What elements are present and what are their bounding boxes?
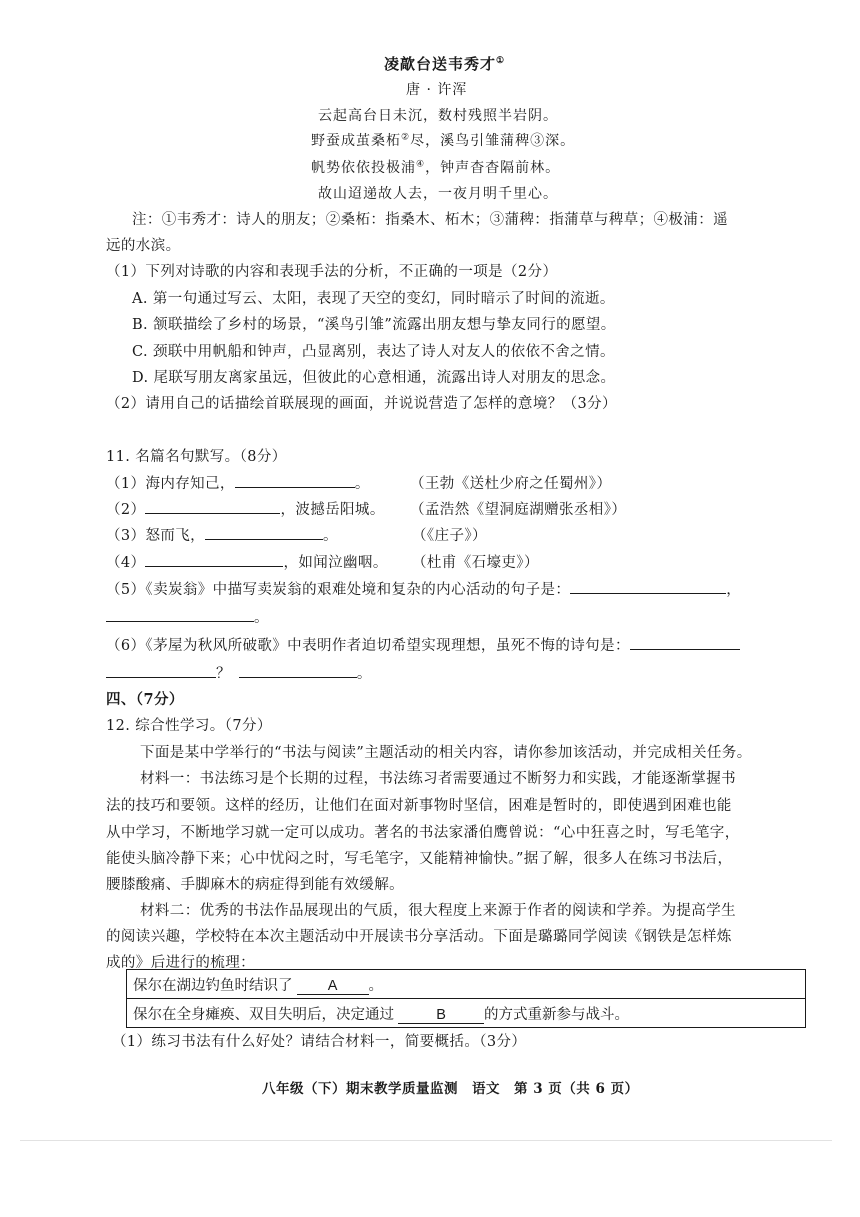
answer-blank[interactable]	[570, 579, 726, 594]
q12-intro: 下面是某中学举行的“书法与阅读”主题活动的相关内容，请你参加该活动，并完成相关任务。	[140, 745, 752, 761]
blank-a[interactable]: A	[297, 978, 369, 995]
q12-heading: 12. 综合性学习。（7分）	[106, 718, 272, 734]
poem-notes-cont: 远的水滨。	[106, 238, 181, 254]
table-cell: 保尔在湖边钓鱼时结识了 A 。	[127, 970, 806, 999]
poem-notes: 注：①韦秀才：诗人的朋友；②桑柘：指桑木、柘木；③蒲稗：指蒲草与稗草；④极浦：遥	[132, 212, 728, 228]
q11-item-3-source: （《庄子》）	[412, 528, 487, 544]
q11-item-3: （3）怒而飞， 。	[106, 524, 338, 545]
q11-item-5-cont: 。	[106, 606, 269, 627]
q11-item-1-source: （王勃《送杜少府之任蜀州》）	[410, 476, 612, 492]
reading-notes-table	[126, 969, 806, 1028]
section-4-heading: 四、（7分）	[106, 691, 184, 708]
option-d: D. 尾联写朋友离家虽远，但彼此的心意相通，流露出诗人对朋友的思念。	[132, 370, 616, 386]
material-1-line: 材料一：书法练习是个长期的过程，书法练习者需要通过不断努力和实践，才能逐渐掌握书	[140, 771, 736, 787]
blank-b[interactable]: B	[398, 1007, 484, 1024]
table-cell: 保尔在全身瘫痪、双目失明后，决定通过 B 的方式重新参与战斗。	[127, 999, 806, 1028]
material-2-line: 材料二：优秀的书法作品展现出的气质，很大程度上来源于作者的阅读和学养。为提高学生	[140, 903, 736, 919]
q11-item-2: （2） ，波撼岳阳城。	[106, 498, 385, 519]
answer-blank[interactable]	[145, 499, 280, 514]
material-1-line: 法的技巧和要领。这样的经历，让他们在面对新事物时坚信，困难是暂时的，即使遇到困难也能	[106, 798, 732, 814]
q11-heading: 11. 名篇名句默写。（8分）	[106, 449, 287, 465]
material-1-line: 能使头脑冷静下来；心中忧闷之时，写毛笔字，又能精神愉快。”据了解，很多人在练习书法后，	[106, 851, 733, 867]
page-footer: 八年级（下）期末教学质量监测 语文 第 3 页（共 6 页）	[262, 1081, 639, 1097]
q11-item-6-cont: ？ 。	[106, 662, 372, 683]
answer-blank[interactable]	[235, 473, 355, 488]
material-1-line: 从中学习，不断地学习就一定可以成功。著名的书法家潘伯鹰曾说：“心中狂喜之时，写毛笔字，	[106, 825, 740, 841]
option-c: C. 颈联中用帆船和钟声，凸显离别，表达了诗人对友人的依依不舍之情。	[132, 344, 615, 360]
option-a: A. 第一句通过写云、太阳，表现了天空的变幻，同时暗示了时间的流逝。	[132, 291, 615, 307]
q11-item-2-source: （孟浩然《望洞庭湖赠张丞相》）	[410, 502, 627, 518]
material-2-line: 成的》后进行的梳理：	[106, 955, 255, 971]
poem-line: 帆势依依投极浦④，钟声杳杳隔前林。	[311, 159, 561, 176]
poem-line: 故山迢递故人去，一夜月明千里心。	[318, 186, 558, 202]
q12-1-stem: （1）练习书法有什么好处？请结合材料一，简要概括。（3分）	[112, 1034, 527, 1050]
answer-blank[interactable]	[239, 663, 357, 678]
q10-2-stem: （2）请用自己的话描绘首联展现的画面，并说说营造了怎样的意境？（3分）	[106, 396, 617, 412]
q11-item-6: （6）《茅屋为秋风所破歌》中表明作者迫切希望实现理想，虽死不悔的诗句是：	[106, 634, 740, 655]
q11-item-4-source: （杜甫《石壕吏》）	[412, 555, 539, 571]
option-b: B. 颔联描绘了乡村的场景，“溪鸟引雏”流露出朋友想与挚友同行的愿望。	[132, 317, 616, 333]
poem-line: 野蚕成茧桑柘②尽，溪鸟引雏蒲稗③深。	[311, 132, 576, 149]
scan-edge-divider	[20, 1140, 832, 1141]
table-row	[127, 999, 806, 1028]
poem-author: 唐 · 许浑	[406, 82, 468, 98]
q11-item-4: （4） ，如闻泣幽咽。	[106, 551, 388, 572]
q10-1-stem: （1）下列对诗歌的内容和表现手法的分析，不正确的一项是（2分）	[106, 264, 558, 280]
material-1-line: 腰膝酸痛、手脚麻木的病症得到能有效缓解。	[106, 877, 404, 893]
answer-blank[interactable]	[205, 525, 323, 540]
table-row	[127, 970, 806, 999]
poem-title: 凌歊台送韦秀才①	[384, 55, 506, 73]
q11-item-5: （5）《卖炭翁》中描写卖炭翁的艰难处境和复杂的内心活动的句子是： ，	[106, 578, 741, 599]
answer-blank[interactable]	[145, 552, 283, 567]
q11-item-1: （1）海内存知己， 。	[106, 472, 370, 493]
poem-line: 云起高台日未沉，数村残照半岩阴。	[318, 108, 558, 124]
material-2-line: 的阅读兴趣，学校特在本次主题活动中开展读书分享活动。下面是璐璐同学阅读《钢铁是怎样炼	[106, 929, 732, 945]
answer-blank[interactable]	[106, 607, 254, 622]
answer-blank[interactable]	[106, 663, 216, 678]
answer-blank[interactable]	[630, 635, 740, 650]
